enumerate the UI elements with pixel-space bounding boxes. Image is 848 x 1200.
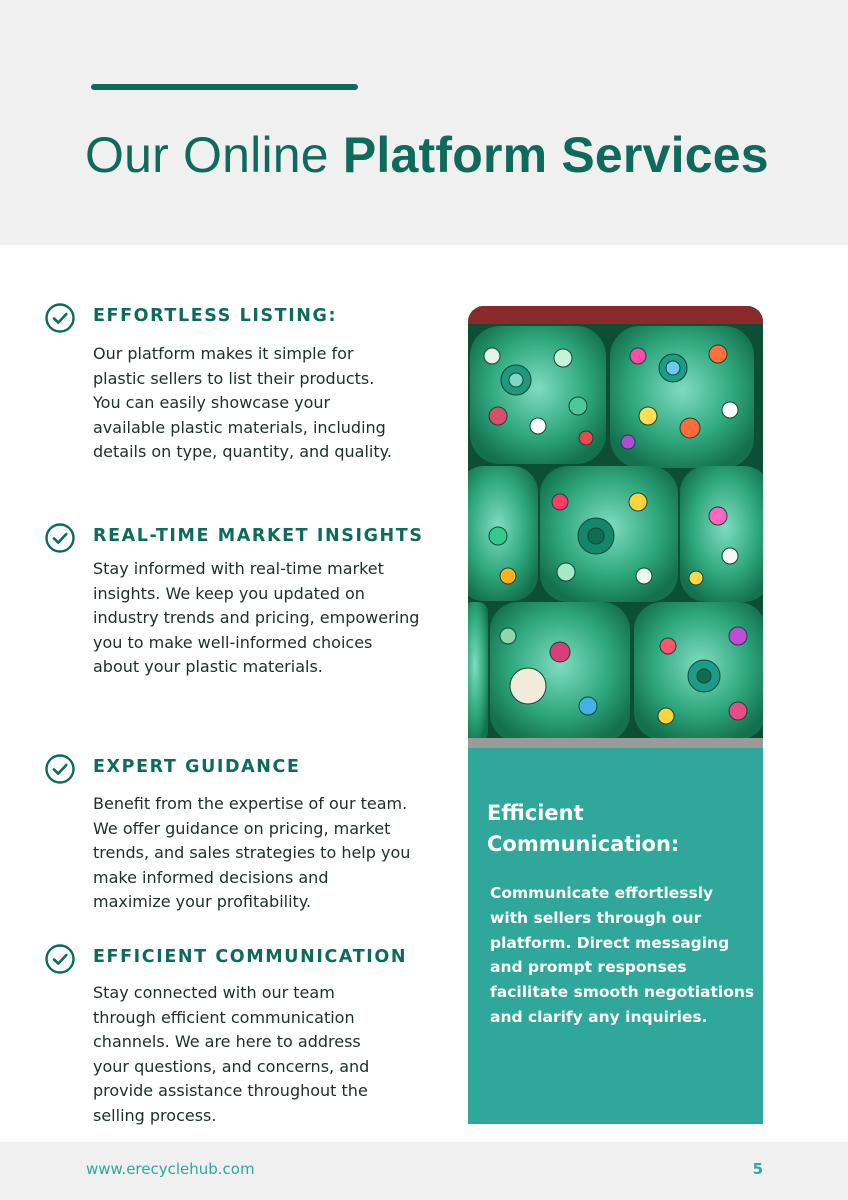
- footer-website-link[interactable]: www.erecyclehub.com: [86, 1160, 255, 1178]
- page-footer: [0, 1142, 848, 1200]
- service-body: Benefit from the expertise of our team. We offer guidance on pricing, market trends, and sales strategies to help you make informed decisions and maximize your profitability.: [93, 794, 411, 912]
- service-body: Stay connected with our team through efficient communication channels. We are here to address your questions, and concerns, and provide assistance throughout the selling process.: [93, 983, 370, 1125]
- page-number: 5: [752, 1160, 763, 1178]
- page-header: [0, 0, 848, 245]
- service-heading: EFFICIENT COMMUNICATION: [93, 947, 408, 967]
- service-heading: REAL-TIME MARKET INSIGHTS: [93, 526, 424, 546]
- service-body: Stay informed with real-time market insights. We keep you updated on industry trends and pricing, empowering you to make well-informed choices about your plastic materials.: [93, 559, 420, 677]
- communication-card: [468, 748, 763, 1124]
- page-title: [85, 120, 769, 190]
- page-title-bold: Platform Services: [342, 127, 769, 183]
- check-circle-icon: [44, 943, 76, 975]
- card-body: Communicate effortlessly with sellers through our platform. Direct messaging and prompt responses facilitate smooth negotiations and clarify any inquiries.: [490, 884, 755, 1026]
- bottle-caps-image: [468, 306, 763, 748]
- service-body: Our platform makes it simple for plastic sellers to list their products. You can easily showcase your available plastic materials, including details on type, quantity, and quality.: [93, 344, 392, 462]
- service-heading: EXPERT GUIDANCE: [93, 757, 301, 777]
- service-heading: EFFORTLESS LISTING:: [93, 306, 338, 326]
- check-circle-icon: [44, 302, 76, 334]
- check-circle-icon: [44, 753, 76, 785]
- page-title-light: Our Online: [85, 127, 343, 183]
- check-circle-icon: [44, 522, 76, 554]
- bottle-caps-photo: [468, 306, 763, 748]
- header-accent-rule: [91, 84, 358, 90]
- card-title: Efficient Communication:: [487, 801, 680, 856]
